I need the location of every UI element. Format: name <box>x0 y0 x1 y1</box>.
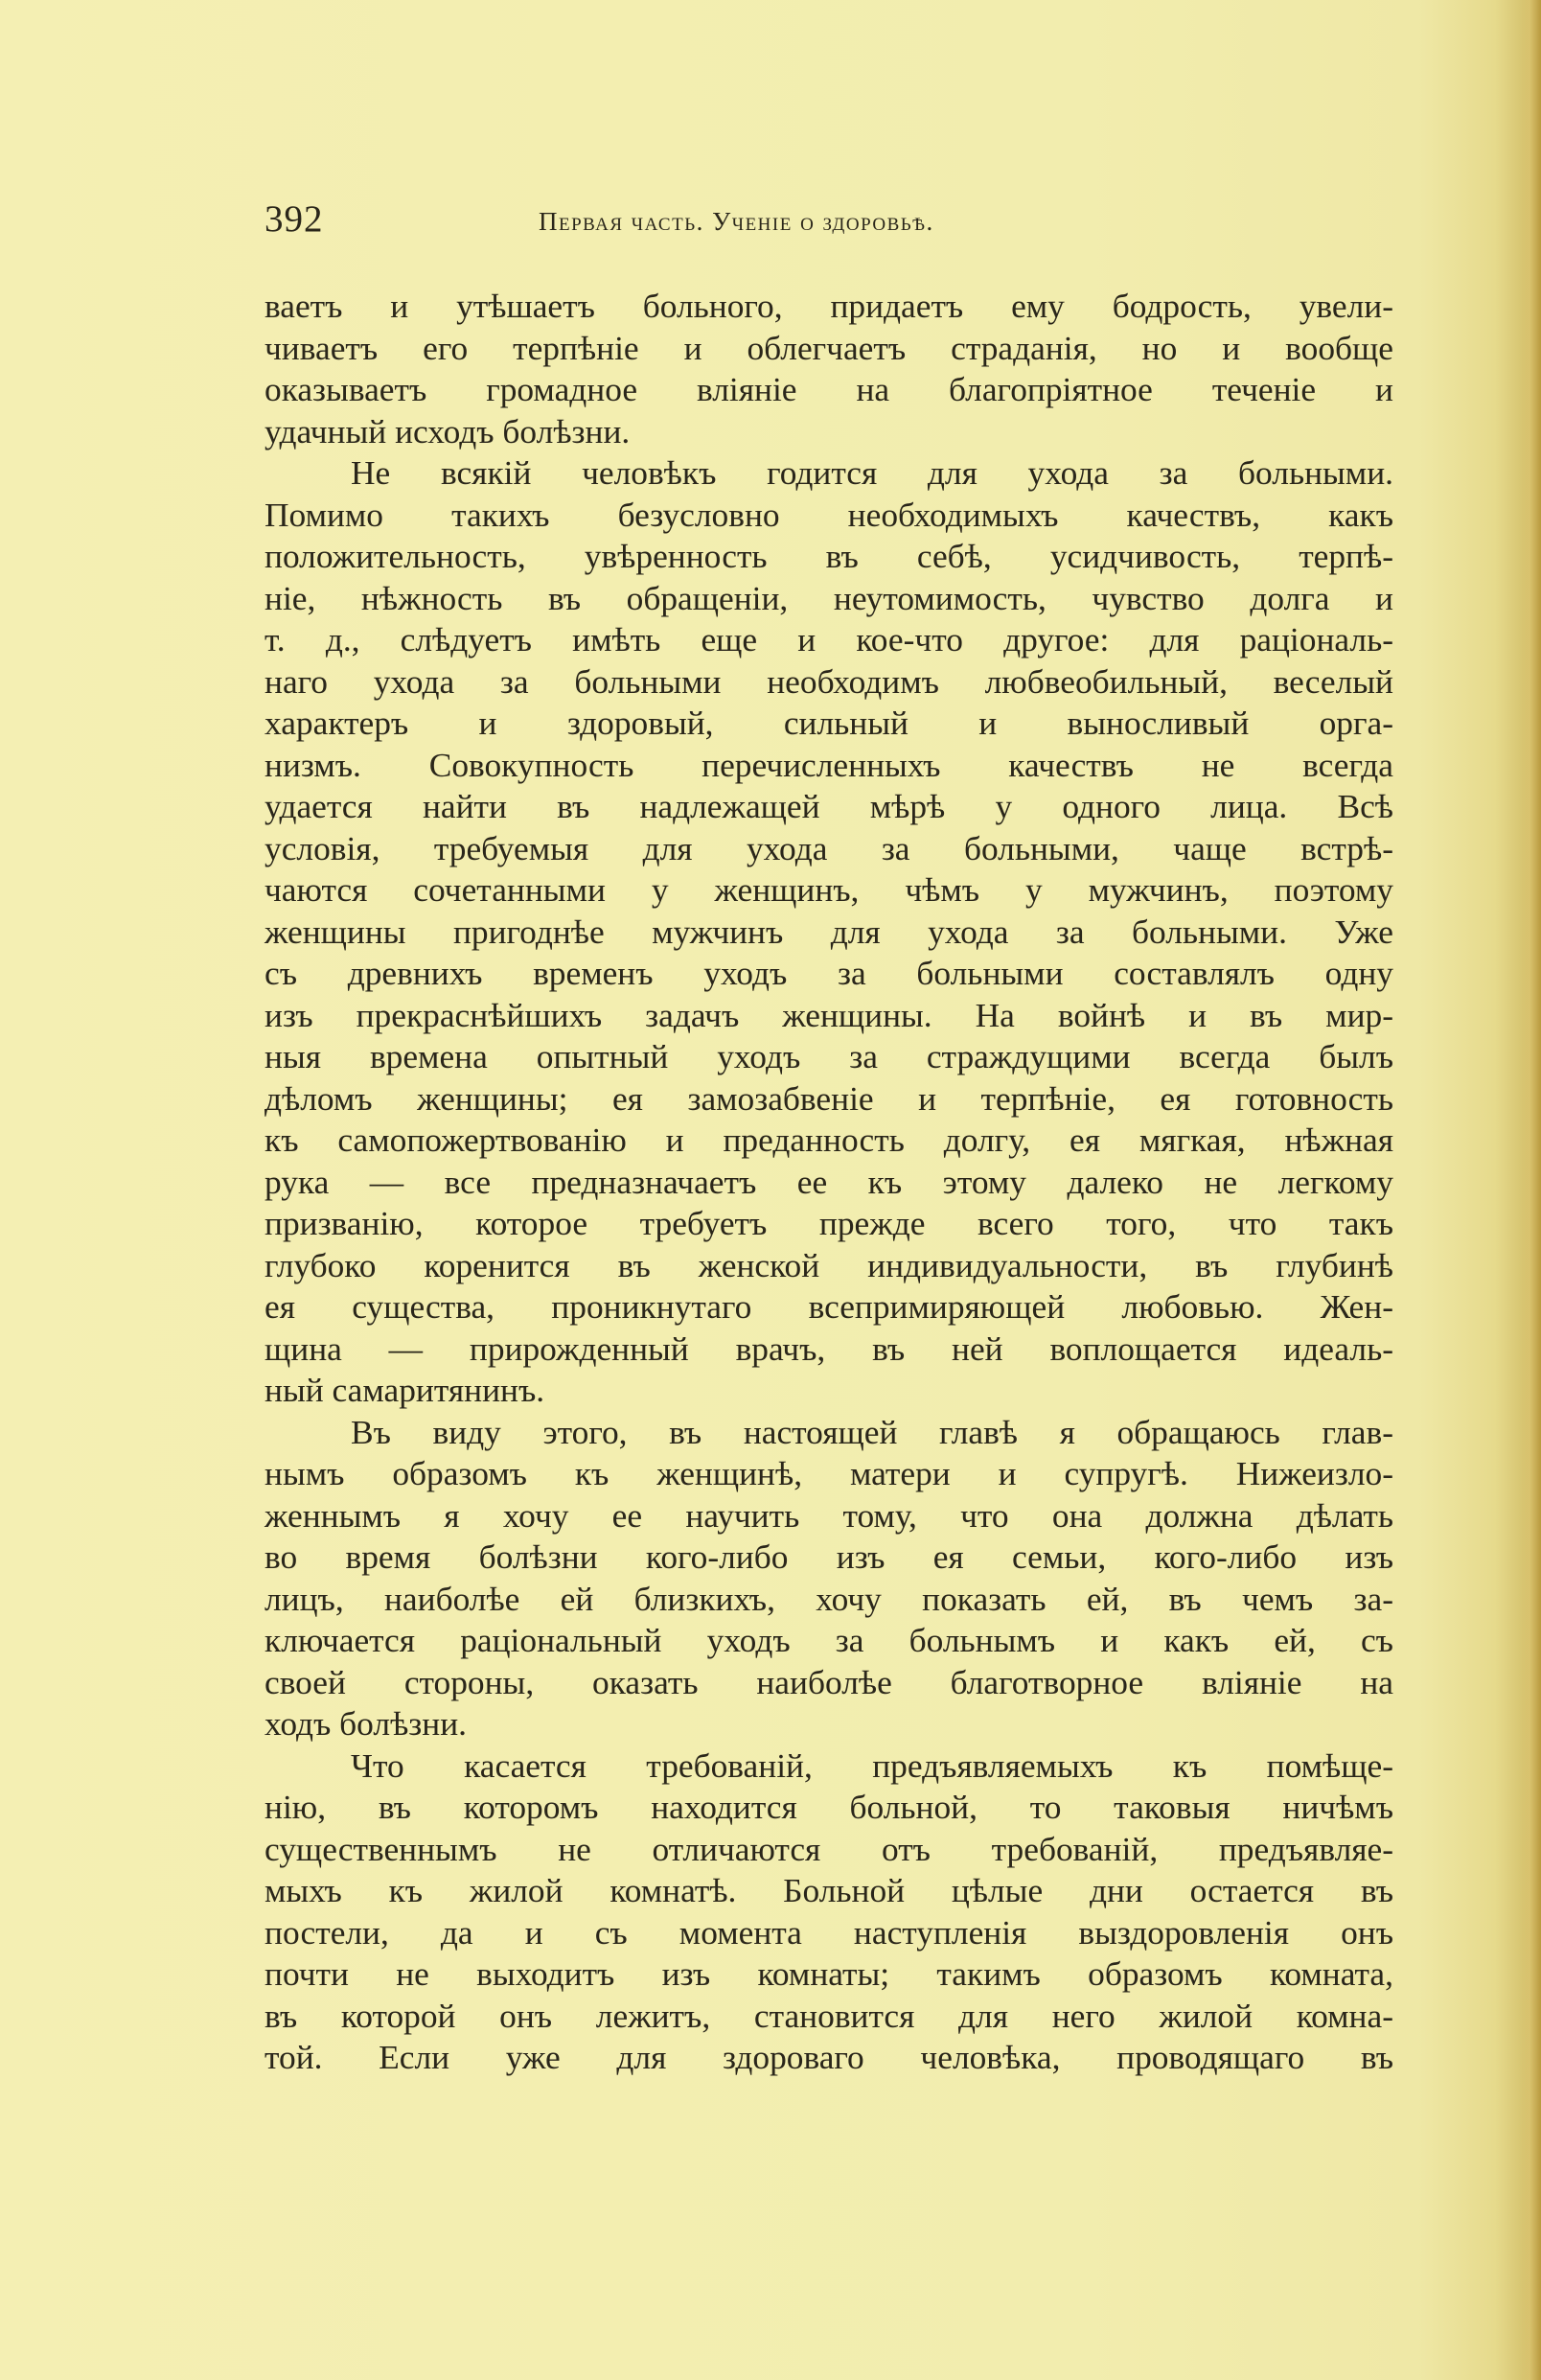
body-text <box>264 286 1393 2079</box>
text-line: низмъ. Совокупность перечисленныхъ качествъ не всегда <box>264 745 1393 784</box>
text-line: Не всякій человѣкъ годится для ухода за больными. <box>351 453 1393 492</box>
text-line: ныя времена опытный уходъ за страждущими всегда былъ <box>264 1037 1393 1075</box>
text-line: чаются сочетанными у женщинъ, чѣмъ у мужчинъ, поэтому <box>264 870 1393 909</box>
text-line: глубоко коренится въ женской индивидуальности, въ глубинѣ <box>264 1245 1393 1284</box>
text-line: удачный исходъ болѣзни. <box>264 411 631 451</box>
text-line: ключается раціональный уходъ за больнымъ и какъ ей, съ <box>264 1621 1393 1659</box>
text-line: Что касается требованій, предъявляемыхъ къ помѣще- <box>351 1745 1393 1785</box>
text-line: удается найти въ надлежащей мѣрѣ у одного лица. Всѣ <box>264 787 1393 825</box>
text-line: ваетъ и утѣшаетъ больного, придаетъ ему бодрость, увели- <box>264 287 1393 325</box>
page-number: 392 <box>264 198 324 240</box>
text-line: изъ прекраснѣйшихъ задачъ женщины. На войнѣ и въ мир- <box>264 995 1393 1034</box>
text-line: ный самаритянинъ. <box>264 1371 545 1409</box>
text-line: къ самопожертвованію и преданность долгу, ея мягкая, нѣжная <box>264 1121 1393 1159</box>
text-line: дѣломъ женщины; ея замозабвеніе и терпѣніе, ея готовность <box>264 1078 1393 1118</box>
text-line: чиваетъ его терпѣніе и облегчаетъ страданія, но и вообще <box>264 328 1393 367</box>
text-line: призванію, которое требуетъ прежде всего того, что такъ <box>264 1204 1393 1242</box>
text-line: съ древнихъ временъ уходъ за больными составлялъ одну <box>264 954 1393 992</box>
text-line: ніе, нѣжность въ обращеніи, неутомимость, чувство долга и <box>264 578 1393 617</box>
text-line: той. Если уже для здороваго человѣка, проводящаго въ <box>264 2038 1393 2076</box>
text-line: ходъ болѣзни. <box>264 1704 467 1743</box>
text-line: почти не выходитъ изъ комнаты; такимъ образомъ комната, <box>264 1954 1393 1993</box>
page-header <box>264 197 1414 255</box>
text-line: условія, требуемыя для ухода за больными, чаще встрѣ- <box>264 828 1393 867</box>
text-line: своей стороны, оказать наиболѣе благотворное вліяніе на <box>264 1662 1393 1701</box>
text-line: ея существа, проникнутаго всепримиряющей любовью. Жен- <box>264 1287 1393 1326</box>
text-line: Помимо такихъ безусловно необходимыхъ качествъ, какъ <box>264 495 1393 534</box>
page-edge <box>1520 0 1541 2380</box>
text-line: щина — прирожденный врачъ, въ ней воплощается идеаль- <box>264 1329 1393 1368</box>
text-line: нію, въ которомъ находится больной, то таковыя ничѣмъ <box>264 1788 1393 1826</box>
text-line: Въ виду этого, въ настоящей главѣ я обращаюсь глав- <box>351 1412 1393 1451</box>
text-line: оказываетъ громадное вліяніе на благопріятное теченіе и <box>264 370 1393 408</box>
text-line: наго ухода за больными необходимъ любвеобильный, веселый <box>264 661 1393 701</box>
text-line: во время болѣзни кого-либо изъ ея семьи, кого-либо изъ <box>264 1537 1393 1576</box>
text-line: нымъ образомъ къ женщинѣ, матери и супругѣ. Нижеизло- <box>264 1454 1393 1492</box>
text-line: женнымъ я хочу ее научить тому, что она должна дѣлать <box>264 1495 1393 1535</box>
text-line: положительность, увѣренность въ себѣ, усидчивость, терпѣ- <box>264 537 1393 575</box>
text-line: лицъ, наиболѣе ей близкихъ, хочу показать ей, въ чемъ за- <box>264 1579 1393 1618</box>
text-line: мыхъ къ жилой комнатѣ. Больной цѣлые дни остается въ <box>264 1871 1393 1909</box>
running-head: Первая часть. Ученіе о здоровьѣ. <box>539 207 934 236</box>
text-line: существеннымъ не отличаются отъ требованій, предъявляе- <box>264 1829 1393 1868</box>
text-line: характеръ и здоровый, сильный и выносливый орга- <box>264 704 1393 742</box>
text-line: рука — все предназначаетъ ее къ этому далеко не легкому <box>264 1162 1393 1201</box>
text-line: т. д., слѣдуетъ имѣть еще и кое-что другое: для раціональ- <box>264 620 1393 659</box>
text-line: въ которой онъ лежитъ, становится для него жилой комна- <box>264 1996 1393 2035</box>
text-line: женщины пригоднѣе мужчинъ для ухода за больными. Уже <box>264 912 1393 951</box>
text-line: постели, да и съ момента наступленія выздоровленія онъ <box>264 1912 1393 1952</box>
